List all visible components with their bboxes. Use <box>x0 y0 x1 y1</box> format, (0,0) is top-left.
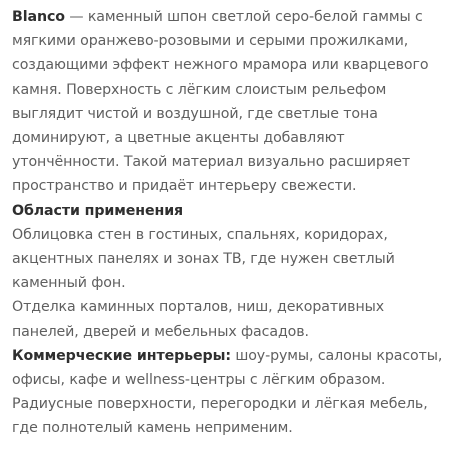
commercial-paragraph <box>12 344 452 392</box>
application-item-walls: Облицовка стен в гостиных, спальнях, коридорах, акцентных панелях и зонах ТВ, где нужен светлый каменный фон. <box>12 226 395 292</box>
commercial-label: Коммерческие интерьеры: <box>12 347 231 364</box>
application-item-fireplaces: Отделка каминных порталов, ниш, декоративных панелей, дверей и мебельных фасадов. <box>12 299 385 340</box>
product-description <box>12 5 452 441</box>
product-name: Blanco <box>12 9 65 25</box>
intro-text: — каменный шпон светлой серо-белой гаммы с мягкими оранжево-розовыми и серыми прожилками, создающими эффект нежного мрамора или кварцевого камня. Поверхность с лёгким слоистым рельефом выглядит чистой и воздушной, где светлые тона доминируют, а цветные акценты добавляют утончённости. Такой материал визуально расширяет пространство и придаёт интерьеру свежести. <box>12 9 429 195</box>
intro-paragraph <box>12 5 452 199</box>
applications-heading: Области применения <box>12 202 184 219</box>
commercial-text: шоу-румы, салоны красоты, офисы, кафе и wellness-центры с лёгким образом. <box>12 347 443 389</box>
closing-paragraph: Радиусные поверхности, перегородки и лёгкая мебель, где полнотелый камень неприменим. <box>12 396 428 437</box>
